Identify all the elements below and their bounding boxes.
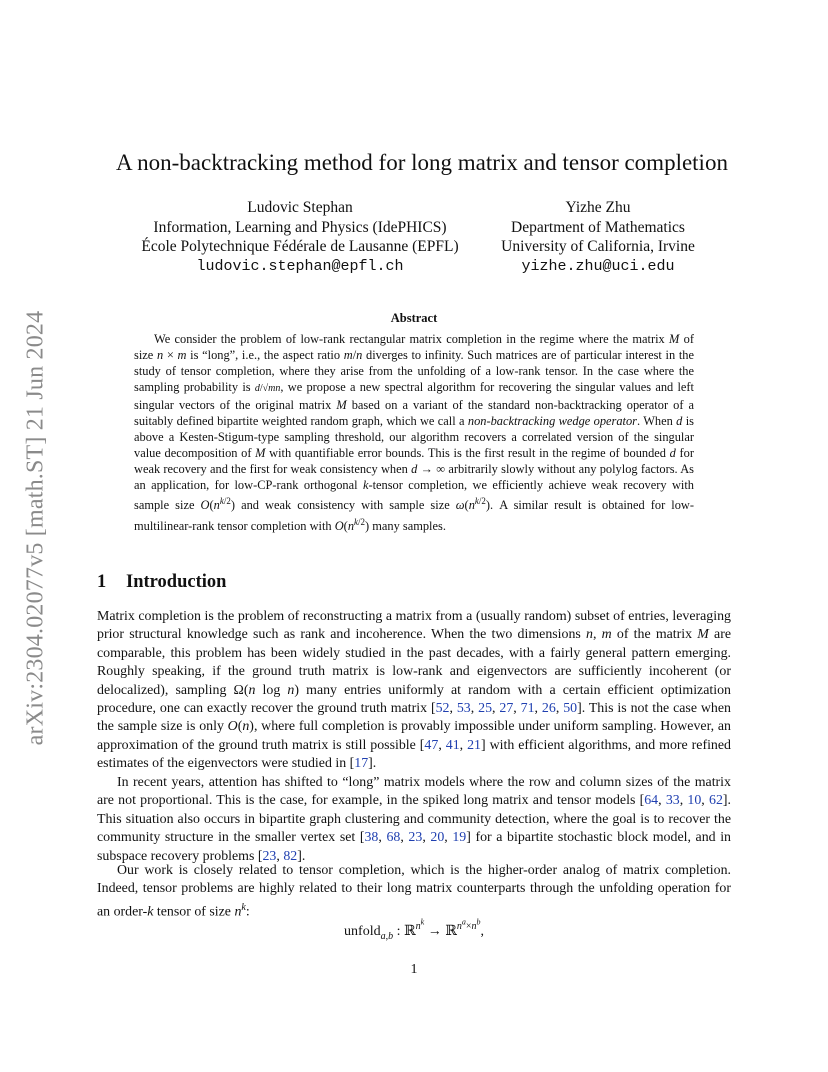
paper-title: A non-backtracking method for long matrix and tensor completion (116, 150, 728, 175)
author-affiliation: Department of Mathematics (511, 218, 685, 236)
citation-link[interactable]: 68 (386, 830, 401, 846)
unfold-equation: unfold$_{a,b}$ : ℝ$^{n^k}$ → ℝ$^{n^a\times n^b}$, (344, 918, 484, 942)
citation-link[interactable]: 27 (499, 701, 514, 717)
citation-link[interactable]: 26 (541, 701, 556, 717)
citation-link[interactable]: 20 (430, 830, 445, 846)
citation-link[interactable]: 50 (563, 701, 578, 717)
citation-link[interactable]: 47 (424, 737, 439, 753)
section-title: Introduction (126, 572, 227, 592)
section-number: 1 (97, 572, 107, 592)
page-number: 1 (410, 962, 418, 977)
citation-link[interactable]: 82 (283, 848, 298, 864)
citation-link[interactable]: 38 (364, 830, 379, 846)
citation-link[interactable]: 71 (520, 701, 535, 717)
citation-link[interactable]: 23 (408, 830, 423, 846)
author-name: Ludovic Stephan (247, 199, 353, 216)
intro-paragraph-3: Our work is closely related to tensor completion, which is the higher-order analog of matrix completion. Indeed, tensor problems are highly related to their long matrix counterparts through the unfolding operation for an order-k tensor of size $n^k$: (97, 863, 731, 920)
intro-paragraph-1: Matrix completion is the problem of reconstructing a matrix from a (usually random) subset of entries, leveraging prior structural knowledge such as rank and incoherence. When the two dimensions n, m of the matrix M are comparable, this problem has been widely studied in the past decades, with a fairly general pattern emerging. Roughly speaking, if the ground truth matrix is low-rank and eigenvectors are sufficiently incoherent (or delocalized), sampling Ω(n log n) many entries uniformly at random with a certain efficient optimization procedure, one can exactly recover the ground truth matrix [52, 53, 25, 27, 71, 26, 50]. This is not the case when the sample size is only O(n), where full completion is provably impossible under uniform sampling. However, an approximation of the ground truth matrix is still possible [47, 41, 21] with efficient algorithms, and more refined estimates of the eigenvectors were studied in [17]. (97, 609, 731, 772)
citation-link[interactable]: 25 (478, 701, 493, 717)
author-name: Yizhe Zhu (565, 199, 631, 216)
author-email[interactable]: yizhe.zhu@uci.edu (521, 257, 675, 275)
citation-link[interactable]: 19 (452, 830, 467, 846)
arxiv-sidebar (18, 278, 54, 778)
author-email[interactable]: ludovic.stephan@epfl.ch (196, 257, 404, 275)
citation-link[interactable]: 62 (709, 793, 723, 809)
citation-link[interactable]: 23 (262, 848, 277, 864)
citation-link[interactable]: 21 (467, 737, 481, 753)
citation-link[interactable]: 17 (354, 756, 369, 772)
author-affiliation: École Polytechnique Fédérale de Lausanne (EPFL) (141, 238, 459, 255)
abstract-heading: Abstract (390, 311, 438, 325)
citation-link[interactable]: 41 (445, 737, 460, 753)
abstract-text: We consider the problem of low-rank rectangular matrix completion in the regime where the matrix M of size n × m is “long”, i.e., the aspect ratio m/n diverges to infinity. Such matrices are of particular interest in the study of tensor completion, where they arise from the unfolding of a low-rank tensor. In the case where the sampling probability is d/√mn, we propose a new spectral algorithm for recovering the singular values and left singular vectors of the original matrix M based on a variant of the standard non-backtracking operator of a suitably defined bipartite weighted random graph, which we call a non-backtracking wedge operator. When d is above a Kesten-Stigum-type sampling threshold, our algorithm recovers a correlated version of the singular value decomposition of M with quantifiable error bounds. This is the first result in the regime of bounded d for weak recovery and the first for weak consistency when d → ∞ arbitrarily slowly without any polylog factors. As an application, for low-CP-rank orthogonal k-tensor completion, we efficiently achieve weak recovery with sample size $O(n^{k/2})$ and weak consistency with sample size $\omega(n^{k/2})$. A similar result is obtained for low-multilinear-rank tensor completion with $O(n^{k/2})$ many samples. (134, 332, 695, 533)
author-block-2 (492, 198, 704, 276)
citation-link[interactable]: 53 (456, 701, 471, 717)
citation-link[interactable]: 10 (687, 793, 702, 809)
citation-link[interactable]: 52 (435, 701, 450, 717)
arxiv-identifier: arXiv:2304.02077v5 [math.ST] 21 Jun 2024 (22, 310, 49, 746)
section-heading-introduction (97, 572, 226, 593)
intro-paragraph-2: In recent years, attention has shifted to “long” matrix models where the row and column sizes of the matrix are not proportional. This is the case, for example, in the spiked long matrix and tensor models [64, 33, 10, 62]. This situation also occurs in bipartite graph clustering and community detection, where the goal is to recover the community structure in the smaller vertex set [38, 68, 23, 20, 19] for a bipartite stochastic block model, and in subspace recovery problems [23, 82]. (97, 775, 731, 864)
author-affiliation: Information, Learning and Physics (IdePHICS) (153, 218, 447, 236)
author-affiliation: University of California, Irvine (501, 238, 695, 255)
citation-link[interactable]: 64 (644, 793, 659, 809)
author-block-1 (130, 198, 470, 276)
citation-link[interactable]: 33 (665, 793, 680, 809)
